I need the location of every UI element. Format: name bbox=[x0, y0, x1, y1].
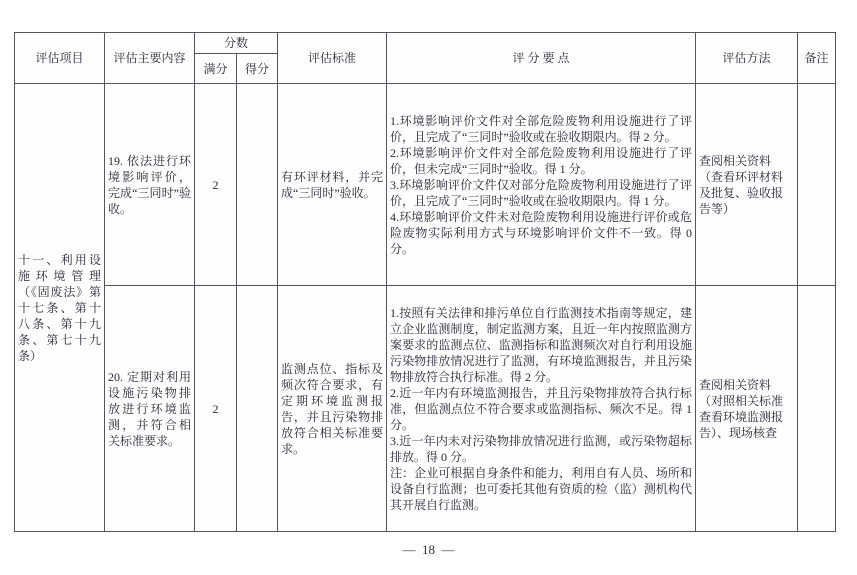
got-score-cell-19 bbox=[237, 84, 278, 286]
point-paragraph: 1.按照有关法律和排污单位自行监测技术指南等规定，建立企业监测制度，制定监测方案，且近一年内按照监测方案要求的监测点位、监测指标和监测频次对自行利用设施污染物排放情况进行了监测，有环境监测报告，并且污染物排放符合执行标准。得 2 分。 bbox=[390, 305, 693, 384]
column-header-project: 评估项目 bbox=[15, 33, 105, 84]
method-cell-19 bbox=[696, 84, 798, 286]
point-paragraph: 3.近一年内未对污染物排放情况进行监测，或污染物超标排放。得 0 分。 bbox=[390, 433, 693, 464]
column-header-got-score: 得分 bbox=[237, 54, 278, 84]
column-header-content: 评估主要内容 bbox=[105, 33, 195, 84]
points-cell-20 bbox=[387, 286, 696, 532]
content-cell-20 bbox=[105, 286, 195, 532]
column-header-method: 评估方法 bbox=[696, 33, 798, 84]
standard-cell-20 bbox=[278, 286, 387, 532]
column-header-score: 分数 bbox=[195, 33, 278, 54]
content-text-20: 20. 定期对利用设施污染物排放进行环境监测，并符合相关标准要求。 bbox=[108, 369, 191, 448]
point-paragraph: 注：企业可根据自身条件和能力，利用自有人员、场所和设备自行监测；也可委托其他有资质的检（监）测机构代其开展自行监测。 bbox=[390, 465, 693, 512]
column-header-remark: 备注 bbox=[798, 33, 836, 84]
remark-cell-20 bbox=[798, 286, 836, 532]
full-score-cell-19: 2 bbox=[195, 84, 237, 286]
content-cell-19 bbox=[105, 84, 195, 286]
column-header-full-score: 满分 bbox=[195, 54, 237, 84]
project-text: 十一、利用设施环境管理（《固废法》第十七条、第十八条、第十九条、第七十九条） bbox=[18, 252, 101, 363]
point-paragraph: 4.环境影响评价文件未对危险废物利用设施进行评价或危险废物实际利用方式与环境影响评价文件不一致。得 0 分。 bbox=[390, 209, 693, 256]
column-header-standard: 评估标准 bbox=[278, 33, 387, 84]
table-row bbox=[15, 286, 836, 532]
standard-cell-19 bbox=[278, 84, 387, 286]
method-text-19: 查阅相关资料（查看环评材料及批复、验收报告等） bbox=[699, 153, 784, 216]
point-paragraph: 1.环境影响评价文件对全部危险废物利用设施进行了评价，且完成了“三同时”验收或在验收期限内。得 2 分。 bbox=[390, 113, 693, 144]
method-cell-20 bbox=[696, 286, 798, 532]
full-score-cell-20: 2 bbox=[195, 286, 237, 532]
evaluation-table bbox=[14, 32, 836, 532]
point-paragraph: 3.环境影响评价文件仅对部分危险废物利用设施进行了评价，且完成了“三同时”验收或在验收期限内。得 1 分。 bbox=[390, 177, 693, 208]
column-header-points: 评 分 要 点 bbox=[387, 33, 696, 84]
standard-text-20: 监测点位、指标及频次符合要求，有定期环境监测报告，并且污染物排放符合相关标准要求。 bbox=[281, 361, 384, 456]
content-text-19: 19. 依法进行环境影响评价，完成“三同时”验收。 bbox=[108, 153, 191, 216]
point-paragraph: 2.近一年内有环境监测报告，并且污染物排放符合执行标准，但监测点位不符合要求或监测指标、频次不足。得 1 分。 bbox=[390, 385, 693, 432]
points-cell-19 bbox=[387, 84, 696, 286]
method-text-20: 查阅相关资料（对照相关标准查看环境监测报告）、现场核查 bbox=[699, 377, 784, 440]
point-paragraph: 2.环境影响评价文件对全部危险废物利用设施进行了评价，但未完成“三同时”验收。得 1 分。 bbox=[390, 145, 693, 176]
table-row bbox=[15, 84, 836, 286]
page-number: — 18 — bbox=[402, 542, 455, 557]
project-cell bbox=[15, 84, 105, 532]
standard-text-19: 有环评材料，并完成“三同时”验收。 bbox=[281, 169, 384, 200]
remark-cell-19 bbox=[798, 84, 836, 286]
got-score-cell-20 bbox=[237, 286, 278, 532]
